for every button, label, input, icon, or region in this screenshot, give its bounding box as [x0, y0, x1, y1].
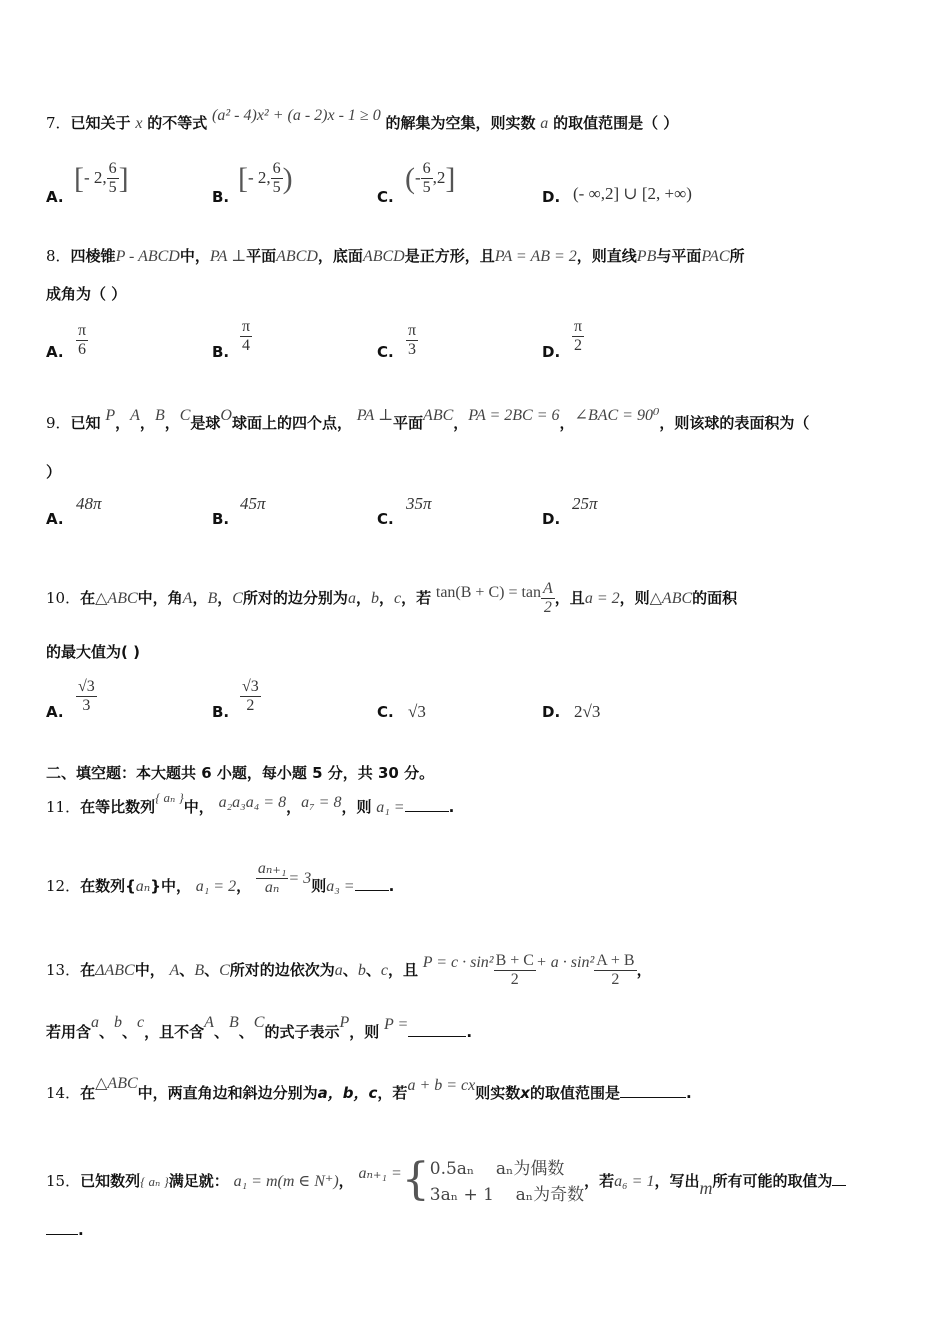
q14-end: .	[685, 1084, 692, 1102]
q12-end: .	[388, 876, 395, 895]
q13-angle-c: C	[253, 1014, 265, 1031]
q9-comma: ，	[115, 414, 131, 432]
q10-angle-b: B	[207, 589, 218, 607]
q15-end: .	[78, 1221, 84, 1239]
q13-text: 所对的边依次为	[229, 960, 335, 979]
q11-math-product: a₂a₃a₄ = 8	[218, 794, 287, 811]
question-13-line-2	[46, 1014, 473, 1043]
q13-side-a: a	[334, 961, 343, 979]
q13-angle-b: B	[228, 1014, 239, 1031]
q10-triangle: △ABC	[95, 589, 138, 607]
q10-text: ，且	[554, 588, 585, 607]
q9-math-angle: ∠BAC = 90⁰	[574, 407, 660, 424]
q13-frac-2: $\frac{A + B}{2}$	[596, 952, 635, 989]
q9-math-plane: ABC	[423, 407, 454, 424]
q10-side-a: a	[347, 589, 356, 607]
q9-text-line-2: ）	[46, 463, 62, 481]
question-7	[46, 107, 679, 134]
q10-option-d-value: 2√3	[574, 702, 601, 721]
q15-sequence: { aₙ }	[140, 1174, 169, 1189]
q15-text: 已知数列	[80, 1172, 141, 1190]
q7-option-d-label: D.	[542, 188, 561, 206]
q13-sep: 、	[204, 960, 220, 979]
question-10-number: 10．	[46, 588, 81, 607]
q14-answer-blank[interactable]	[620, 1097, 686, 1098]
q13-side-c: c	[380, 961, 388, 979]
question-12	[46, 860, 395, 906]
q10-option-a-value: $\frac{√3}{3}$	[78, 678, 95, 715]
q10-option-c-label: C.	[377, 703, 394, 721]
q7-var-a: a	[540, 115, 549, 132]
q8-text: 是正方形，且	[404, 247, 495, 265]
q15-text: ，	[338, 1172, 354, 1190]
question-13-number: 13．	[46, 960, 81, 979]
q8-text: ，则直线	[576, 247, 637, 265]
q15-text: ，若	[584, 1172, 615, 1190]
q12-answer-blank[interactable]	[355, 890, 389, 891]
q8-text: 与平面	[656, 247, 702, 265]
q10-text: ，则	[619, 588, 650, 607]
q9-comma: ，	[139, 414, 155, 432]
q12-text: 在数列{	[80, 876, 136, 895]
q12-math-a1: a₁ = 2	[195, 877, 237, 895]
q9-option-d-value: 25π	[572, 494, 598, 513]
question-9	[46, 407, 810, 434]
q11-answer-blank[interactable]	[405, 811, 449, 812]
q13-text: 若用含	[46, 1023, 92, 1041]
question-11	[46, 790, 455, 818]
q7-text-1: 已知关于	[70, 114, 131, 132]
q13-p-eq: P =	[384, 1016, 409, 1033]
q12-text: ，	[236, 876, 252, 895]
q12-text: 则	[311, 876, 327, 895]
question-13	[46, 952, 652, 990]
q14-text: 中，两直角边和斜边分别为	[137, 1084, 318, 1102]
q13-sep: 、	[213, 1023, 229, 1041]
q7-var-x: x	[135, 115, 143, 132]
q11-text: ，则	[341, 798, 372, 816]
q9-comma: ，	[559, 414, 575, 432]
q7-option-b-value: [- 2, $\frac{6}{5}$ )	[238, 160, 293, 197]
q7-option-c-label: C.	[377, 188, 394, 206]
q8-text: 中，	[179, 247, 210, 265]
q9-point-a: A	[130, 407, 140, 424]
q8-option-b-value: $\frac{\pi}{4}$	[242, 318, 251, 355]
q13-side-c: c	[137, 1014, 145, 1031]
question-12-number: 12．	[46, 876, 81, 895]
question-15-line-2	[46, 1220, 84, 1240]
q13-angle-b: B	[194, 961, 205, 979]
q8-math-base: ABCD	[362, 248, 405, 265]
q12-an: aₙ	[135, 877, 151, 895]
q11-math-a7: a₇ = 8	[301, 794, 342, 811]
q8-text: 四棱锥	[70, 247, 116, 265]
q13-side-b: b	[114, 1014, 123, 1031]
q14-text: 在	[80, 1084, 96, 1102]
q9-comma: ，	[453, 414, 469, 432]
q10-option-a-label: A.	[46, 703, 64, 721]
q10-sep: ，	[355, 588, 371, 607]
q9-option-b-value: 45π	[240, 494, 266, 513]
q15-math-a1: a₁ = m(m ∈ N⁺)	[233, 1173, 339, 1190]
q8-math-pyramid: P - ABCD	[115, 248, 180, 265]
question-10-line-2	[46, 642, 140, 662]
q10-angle-c: C	[232, 589, 243, 607]
q9-point-b: B	[154, 407, 165, 424]
question-14	[46, 1075, 692, 1104]
q13-frac-1: $\frac{B + C}{2}$	[495, 952, 534, 989]
q12-math-a3: a₃ =	[326, 877, 355, 895]
q10-side-b: b	[370, 589, 379, 607]
q10-text: 所对的边分别为	[242, 588, 348, 607]
q7-option-b-label: B.	[212, 188, 230, 206]
q8-math-plane: ABCD	[276, 248, 318, 265]
q8-math-plane2: PAC	[701, 248, 730, 265]
q13-text: ，则	[349, 1023, 380, 1041]
q15-text: 所有可能的取值为	[712, 1172, 833, 1190]
q13-angle-c: C	[219, 961, 230, 979]
q7-text-3: 的解集为空集，则实数	[385, 114, 536, 132]
q10-text: 中，角	[137, 588, 183, 607]
q13-side-a: a	[91, 1014, 100, 1031]
q8-option-c-value: $\frac{\pi}{3}$	[408, 322, 417, 359]
q13-triangle: ΔABC	[95, 961, 135, 979]
q13-text: 在	[80, 960, 96, 979]
q9-option-d-label: D.	[542, 510, 561, 528]
q9-comma: ，	[164, 414, 180, 432]
q14-var-x: x	[520, 1084, 530, 1102]
q14-math-eq: a + b = cx	[407, 1077, 476, 1094]
q10-option-d-label: D.	[542, 703, 561, 721]
q10-side-c: c	[393, 589, 402, 607]
q15-text: ，写出	[654, 1172, 700, 1190]
question-7-number: 7．	[46, 114, 71, 132]
q8-text: 所	[729, 247, 745, 265]
q14-text: ，若	[377, 1084, 408, 1102]
q13-text: 中，	[134, 960, 165, 979]
q12-ratio-frac: $\frac{\text{aₙ₊₁}}{\text{aₙ}}$	[257, 860, 287, 897]
q10-sep: ，	[378, 588, 394, 607]
q9-text: 平面	[393, 414, 424, 432]
q11-math-a1: a₁ =	[376, 799, 405, 816]
q10-option-b-label: B.	[212, 703, 230, 721]
q10-option-c-value: √3	[408, 702, 426, 721]
q7-text-4: 的取值范围是（ ）	[553, 114, 679, 132]
question-15: 15．已知数列{ aₙ }满足就： a₁ = m(m ∈ N⁺)， aₙ₊₁ ={ 0.5aₙ aₙ为偶数 3aₙ + 1 aₙ为奇数 ，若a₆ = 1，写出m所有可能的取值为	[46, 1156, 846, 1208]
q8-text-line-2: 成角为（ ）	[46, 285, 127, 303]
question-8-line-2	[46, 284, 126, 304]
q11-end: .	[448, 798, 455, 816]
q15-piecewise: 0.5aₙ aₙ为偶数 3aₙ + 1 aₙ为奇数	[429, 1159, 585, 1205]
q8-text: 平面	[246, 247, 277, 265]
q11-text: 中，	[183, 798, 214, 816]
q14-text: 的取值范围是	[529, 1084, 620, 1102]
q15-math-a6: a₆ = 1	[614, 1173, 655, 1190]
q9-point-p: P	[105, 407, 116, 424]
q10-triangle: △ABC	[649, 589, 693, 607]
q8-option-a-value: $\frac{\pi}{6}$	[78, 322, 87, 359]
q10-angle-a: A	[182, 589, 193, 607]
question-9-line-2	[46, 462, 61, 482]
q9-option-a-value: 48π	[76, 494, 102, 513]
q7-inequality: (a² - 4)x² + (a - 2)x - 1 ≥ 0	[212, 107, 381, 124]
q10-sep: ，	[217, 588, 233, 607]
q9-center-o: O	[220, 407, 232, 424]
q14-text: 则实数	[475, 1084, 521, 1102]
question-10	[46, 580, 737, 618]
question-14-number: 14．	[46, 1084, 81, 1102]
question-15-number: 15．	[46, 1172, 81, 1190]
q10-sep: ，	[192, 588, 208, 607]
q8-text: ，底面	[317, 247, 363, 265]
q9-text: 是球	[190, 414, 221, 432]
q13-text: ，	[636, 960, 652, 979]
q14-sides: a，b，c	[317, 1084, 378, 1102]
q15-answer-blank[interactable]	[832, 1185, 846, 1186]
question-9-number: 9．	[46, 414, 71, 432]
q9-option-c-label: C.	[377, 510, 394, 528]
q9-text: 已知	[70, 414, 101, 432]
q11-sequence: { aₙ }	[155, 790, 184, 805]
q9-math-eq: PA = 2BC = 6	[468, 407, 560, 424]
q7-option-a-label: A.	[46, 188, 64, 206]
q13-text: ，且	[387, 960, 418, 979]
q13-answer-blank[interactable]	[408, 1036, 466, 1037]
q12-text: }中，	[150, 876, 191, 895]
q13-sep: 、	[365, 960, 381, 979]
q7-option-a-value: [- 2, $\frac{6}{5}$ ]	[74, 160, 129, 197]
q14-triangle: △ABC	[95, 1075, 138, 1092]
q15-var-m: m	[699, 1178, 713, 1198]
q8-math-eq: PA = AB = 2	[494, 248, 577, 265]
q7-text-2: 的不等式	[147, 114, 208, 132]
q13-text: ，且不含	[144, 1023, 205, 1041]
q8-option-b-label: B.	[212, 343, 230, 361]
q13-end: .	[466, 1023, 473, 1041]
q9-point-c: C	[179, 407, 191, 424]
q9-text: 球面上的四个点，	[231, 414, 352, 432]
q10-text-line-2: 的最大值为( )	[46, 643, 140, 661]
q9-option-b-label: B.	[212, 510, 230, 528]
q7-option-d-value: (- ∞,2] ∪ [2, +∞)	[573, 184, 692, 203]
q15-recurrence-lhs: aₙ₊₁ =	[358, 1165, 402, 1182]
q13-sep: 、	[342, 960, 358, 979]
q10-text: ，若	[401, 588, 432, 607]
q13-angle-a: A	[204, 1014, 214, 1031]
q13-p: P	[339, 1014, 350, 1031]
section-2-heading: 二、填空题：本大题共 6 小题，每小题 5 分，共 30 分。	[46, 764, 435, 782]
q13-expr-1: P = c · sin²	[422, 953, 494, 971]
q10-option-b-value: $\frac{√3}{2}$	[242, 678, 259, 715]
q13-angle-a: A	[169, 961, 180, 979]
question-8-number: 8．	[46, 247, 71, 265]
q15-answer-blank-cont[interactable]	[46, 1234, 78, 1235]
q9-option-a-label: A.	[46, 510, 64, 528]
q13-side-b: b	[357, 961, 366, 979]
q9-option-c-value: 35π	[406, 494, 432, 513]
q13-text: 的式子表示	[264, 1023, 340, 1041]
q11-text: 在等比数列	[80, 798, 156, 816]
q8-math-perp: PA ⊥	[209, 248, 247, 265]
q10-text: 在	[80, 588, 96, 607]
question-8	[46, 246, 745, 267]
question-11-number: 11．	[46, 798, 81, 816]
q15-text: 满足就：	[168, 1172, 229, 1190]
q10-tan-frac: $\frac{A}{2}$	[543, 580, 553, 617]
q8-option-d-label: D.	[542, 343, 561, 361]
q8-option-a-label: A.	[46, 343, 64, 361]
q9-math-perp: PA ⊥	[356, 407, 394, 424]
q10-tan-eq: tan(B + C) = tan	[435, 583, 542, 601]
q13-sep: 、	[122, 1023, 138, 1041]
q13-sep: 、	[99, 1023, 115, 1041]
q13-sep: 、	[238, 1023, 254, 1041]
q13-sep: 、	[179, 960, 195, 979]
q10-text: 的面积	[692, 588, 738, 607]
q7-option-c-value: (- $\frac{6}{5}$ ,2]	[405, 160, 456, 197]
q8-math-line: PB	[636, 248, 657, 265]
q8-option-d-value: $\frac{\pi}{2}$	[574, 318, 583, 355]
q13-expr-2: + a · sin²	[535, 953, 595, 971]
q8-option-c-label: C.	[377, 343, 394, 361]
q11-text: ，	[286, 798, 302, 816]
q9-text: ，则该球的表面积为（	[659, 414, 810, 432]
q12-ratio-eq: = 3	[288, 869, 312, 887]
q10-cond: a = 2	[584, 589, 620, 607]
